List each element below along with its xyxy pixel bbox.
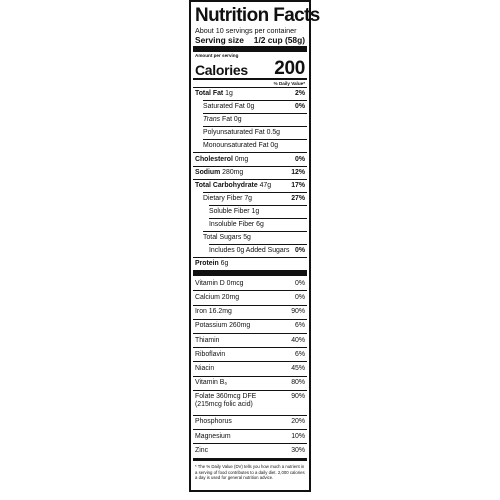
micronutrient-daily-value: 6% — [295, 350, 305, 358]
micronutrient-daily-value: 0% — [295, 279, 305, 287]
thick-divider-micro — [193, 270, 307, 276]
nutrient-name: Trans Fat 0g — [203, 116, 242, 124]
micronutrient-daily-value: 10% — [291, 432, 305, 440]
micronutrient-row — [193, 443, 307, 457]
micronutrient-row — [193, 333, 307, 347]
nutrient-row — [209, 205, 307, 218]
micronutrient-name: Calcium 20mg — [195, 294, 240, 301]
nutrition-facts-label — [189, 0, 320, 492]
micronutrient-daily-value: 90% — [291, 392, 305, 400]
serving-size-label: Serving size — [195, 35, 244, 45]
nutrient-name: Polyunsaturated Fat 0.5g — [203, 129, 280, 137]
micronutrient-daily-value: 30% — [291, 446, 305, 454]
micronutrient-row — [193, 415, 307, 429]
serving-size-row — [195, 35, 305, 45]
micronutrient-daily-value: 45% — [291, 364, 305, 372]
nutrient-row — [203, 100, 307, 113]
nutrient-name: Total Sugars 5g — [203, 234, 251, 242]
micronutrient-row — [193, 376, 307, 390]
nutrient-row — [209, 244, 307, 257]
nutrient-name: Dietary Fiber 7g — [203, 194, 253, 202]
daily-value-header: % Daily Value* — [193, 78, 307, 87]
nutrient-daily-value: 12% — [291, 168, 305, 176]
nutrient-row — [203, 126, 307, 139]
nutrient-daily-value: 2% — [295, 90, 305, 98]
micronutrient-row — [193, 390, 307, 415]
amount-per-serving: Amount per serving — [195, 53, 239, 58]
micronutrient-daily-value: 20% — [291, 418, 305, 426]
nutrient-row — [193, 166, 307, 179]
micronutrient-name: Zinc — [195, 446, 209, 454]
servings-per-container: About 10 servings per container — [195, 26, 297, 35]
micronutrient-daily-value: 90% — [291, 308, 305, 316]
nutrient-name: Cholesterol 0mg — [195, 155, 249, 163]
nutrient-name: Insoluble Fiber 6g — [209, 220, 264, 228]
nutrient-name: Soluble Fiber 1g — [209, 207, 260, 215]
micronutrient-name: Vitamin D 0mcg — [195, 279, 244, 287]
nutrient-row — [203, 231, 307, 244]
nutrient-row — [193, 257, 307, 270]
nutrient-row — [203, 113, 307, 126]
thick-divider — [193, 46, 307, 52]
micronutrient-daily-value: 6% — [295, 322, 305, 330]
nutrient-row — [203, 192, 307, 205]
micronutrient-daily-value: 80% — [291, 379, 305, 387]
nutrient-daily-value: 0% — [295, 155, 305, 163]
micronutrient-row — [193, 429, 307, 443]
micronutrient-name: Folate 360mcg DFE (215mcg folic acid) — [195, 392, 257, 408]
nutrient-name: Includes 0g Added Sugars — [209, 247, 290, 255]
micronutrient-row — [193, 290, 307, 304]
nutrient-row — [193, 87, 307, 100]
micronutrient-daily-value: 40% — [291, 336, 305, 344]
nutrient-daily-value: 17% — [291, 181, 305, 189]
calories-value: 200 — [274, 58, 305, 79]
micronutrient-row — [193, 361, 307, 375]
micronutrient-list — [195, 277, 305, 457]
nutrient-row — [209, 218, 307, 231]
label-title: Nutrition Facts — [195, 4, 320, 26]
nutrient-name: Protein 6g — [195, 260, 229, 268]
micronutrient-name: Niacin — [195, 364, 215, 372]
micronutrient-row — [193, 305, 307, 319]
micronutrient-name: Magnesium — [195, 432, 231, 440]
footnote: * The % Daily Value (DV) tells you how much a nutrient in a serving of food contributes to a daily diet. 2,000 calories a day is used for general nutrition advice. — [193, 458, 307, 481]
calories-row — [195, 59, 305, 78]
nutrient-daily-value: 0% — [295, 247, 305, 255]
serving-size-value: 1/2 cup (58g) — [253, 35, 305, 45]
calories-label: Calories — [195, 62, 248, 78]
micronutrient-row — [193, 319, 307, 333]
micronutrient-name: Thiamin — [195, 336, 220, 344]
micronutrient-name: Potassium 260mg — [195, 322, 251, 330]
nutrient-daily-value: 27% — [291, 194, 305, 202]
nutrient-name: Total Fat 1g — [195, 90, 233, 98]
nutrient-list — [195, 87, 305, 270]
micronutrient-name: Phosphorus — [195, 418, 232, 426]
micronutrient-row — [193, 277, 307, 290]
micronutrient-name: Riboflavin — [195, 350, 226, 358]
micronutrient-daily-value: 0% — [295, 294, 305, 301]
nutrient-name: Saturated Fat 0g — [203, 103, 255, 111]
nutrient-daily-value: 0% — [295, 103, 305, 111]
nutrient-row — [193, 152, 307, 165]
nutrient-name: Total Carbohydrate 47g — [195, 181, 272, 189]
micronutrient-name: Vitamin B₆ — [195, 379, 228, 387]
micronutrient-row — [193, 347, 307, 361]
micronutrient-name: Iron 16.2mg — [195, 308, 232, 316]
nutrient-row — [203, 139, 307, 152]
nutrient-name: Monounsaturated Fat 0g — [203, 142, 279, 150]
nutrient-name: Sodium 280mg — [195, 168, 244, 176]
nutrient-row — [193, 179, 307, 192]
